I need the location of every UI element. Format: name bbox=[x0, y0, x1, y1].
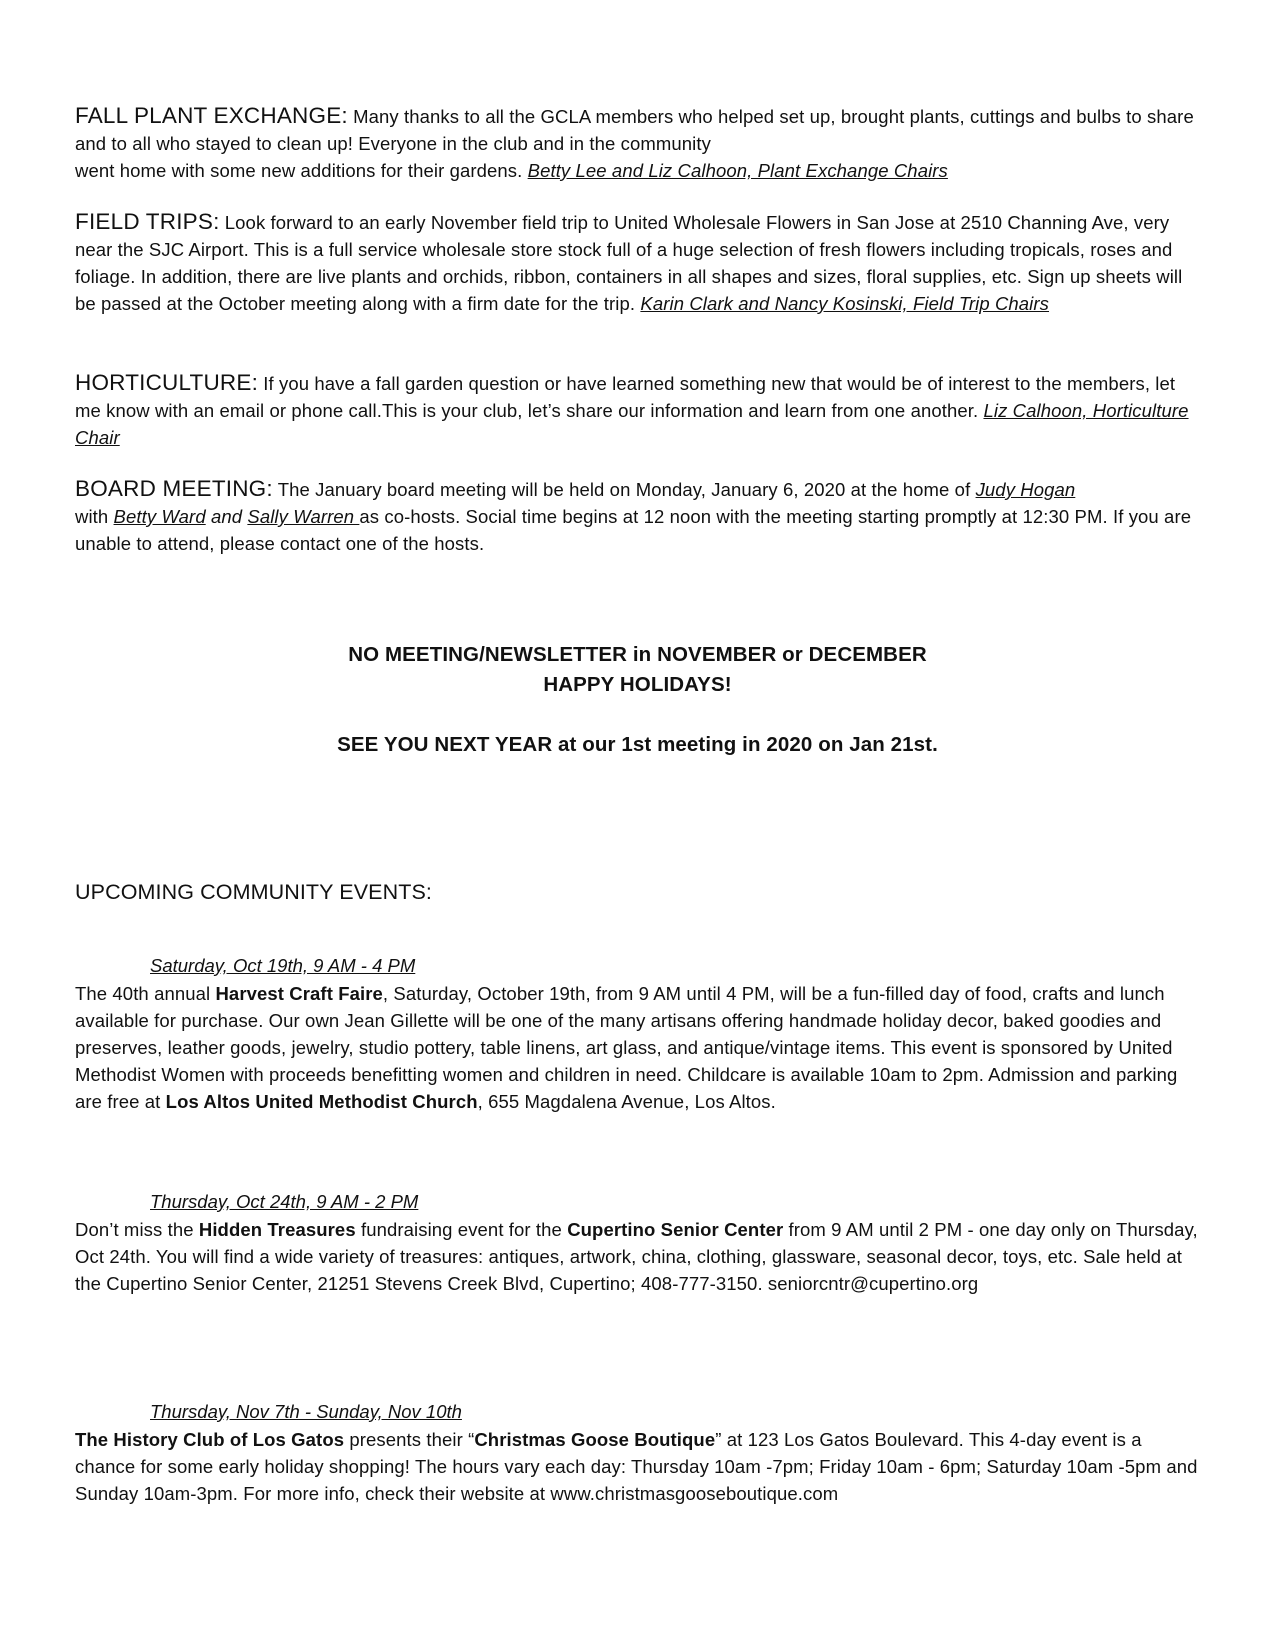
events-heading: UPCOMING COMMUNITY EVENTS: bbox=[75, 880, 432, 904]
fall-heading: FALL PLANT EXCHANGE: bbox=[75, 103, 348, 128]
event-2-paragraph bbox=[75, 1216, 1205, 1297]
event-2-venue: Cupertino Senior Center bbox=[567, 1219, 784, 1240]
event-2-text-1: Don’t miss the bbox=[75, 1219, 199, 1240]
event-3-text-1: presents their “ bbox=[344, 1429, 475, 1450]
board-and: and bbox=[205, 506, 248, 527]
event-3-paragraph bbox=[75, 1426, 1205, 1507]
fall-plant-exchange-section bbox=[75, 102, 1205, 184]
event-3-text-2: ” at 123 Los Gatos Boulevard. This 4-day event is a chance for some early holiday shopping! The hours vary each day: Thursday 10am -7pm; Friday 10am - 6pm; Saturday 10am -5pm and Sunday 10am-3pm. For more info, check their website at www.christmasgooseboutique.com bbox=[75, 1429, 1198, 1504]
event-1-text-1: The 40th annual bbox=[75, 983, 216, 1004]
fall-body: Many thanks to all the GCLA members who helped set up, brought plants, cuttings and bulbs to share and to all who stayed to clean up! Everyone in the club and in the community bbox=[75, 106, 1194, 154]
fall-chairs: Betty Lee and Liz Calhoon, Plant Exchange Chairs bbox=[527, 160, 948, 181]
event-1-name: Harvest Craft Faire bbox=[215, 983, 383, 1004]
notice-line-2: HAPPY HOLIDAYS! bbox=[543, 673, 732, 696]
event-2-text-3: from 9 AM until 2 PM - one day only on Thursday, Oct 24th. You will find a wide variety of treasures: antiques, artwork, china, clothing, glassware, seasonal decor, toys, etc. Sale held at the Cupertino Senior Center, 21251 Stevens Creek Blvd, Cupertino; 408-777-3150. seniorcntr@cupertino.org bbox=[75, 1219, 1198, 1294]
event-2-date: Thursday, Oct 24th, 9 AM - 2 PM bbox=[150, 1191, 419, 1212]
field-heading: FIELD TRIPS: bbox=[75, 209, 220, 234]
event-3-description bbox=[75, 1426, 1205, 1507]
event-1-text-2: , Saturday, October 19th, from 9 AM until 4 PM, will be a fun-filled day of food, crafts and lunch available for purchase. Our own Jean Gillette will be one of the many artisans offering handmade holiday decor, baked goodies and preserves, leather goods, jewelry, studio pottery, table linens, art glass, and antique/vintage items. This event is sponsored by United Methodist Women with proceeds benefitting women and children in need. Childcare is available 10am to 2pm. Admission and parking are free at bbox=[75, 983, 1178, 1112]
event-1-date: Saturday, Oct 19th, 9 AM - 4 PM bbox=[150, 955, 416, 976]
board-body-1: The January board meeting will be held on Monday, January 6, 2020 at the home of bbox=[272, 479, 976, 500]
board-host-3: Sally Warren bbox=[247, 506, 360, 527]
event-3-name: Christmas Goose Boutique bbox=[474, 1429, 716, 1450]
hort-heading: HORTICULTURE: bbox=[75, 370, 259, 395]
event-1-description bbox=[75, 980, 1205, 1115]
event-1-text-3: , 655 Magdalena Avenue, Los Altos. bbox=[477, 1091, 776, 1112]
field-paragraph bbox=[75, 208, 1205, 317]
board-meeting-section bbox=[75, 475, 1205, 557]
board-host-2: Betty Ward bbox=[113, 506, 206, 527]
fall-paragraph bbox=[75, 102, 1205, 157]
fall-paragraph-2 bbox=[75, 157, 1205, 184]
notice-line-3: SEE YOU NEXT YEAR at our 1st meeting in 2020 on Jan 21st. bbox=[337, 733, 938, 756]
event-3-host: The History Club of Los Gatos bbox=[75, 1429, 345, 1450]
board-with: with bbox=[75, 506, 114, 527]
event-2-text-2: fundraising event for the bbox=[355, 1219, 568, 1240]
event-1-venue: Los Altos United Methodist Church bbox=[165, 1091, 478, 1112]
hort-paragraph bbox=[75, 369, 1205, 451]
board-host-1: Judy Hogan bbox=[975, 479, 1076, 500]
field-body: Look forward to an early November field trip to United Wholesale Flowers in San Jose at 2510 Channing Ave, very near the SJC Airport. This is a full service wholesale store stock full of a huge selection of fresh flowers including tropicals, roses and foliage. In addition, there are live plants and orchids, ribbon, containers in all shapes and sizes, floral supplies, etc. Sign up sheets will be passed at the October meeting along with a firm date for the trip. bbox=[75, 212, 1183, 314]
field-chairs: Karin Clark and Nancy Kosinski, Field Trip Chairs bbox=[640, 293, 1050, 314]
horticulture-section bbox=[75, 369, 1205, 451]
fall-body-2: went home with some new additions for their gardens. bbox=[75, 160, 528, 181]
event-2-name: Hidden Treasures bbox=[198, 1219, 356, 1240]
board-paragraph bbox=[75, 475, 1205, 557]
event-1-paragraph bbox=[75, 980, 1205, 1115]
hort-body: If you have a fall garden question or have learned something new that would be of interest to the members, let me know with an email or phone call.This is your club, let’s share our information and learn from one another. bbox=[75, 373, 1176, 421]
board-heading: BOARD MEETING: bbox=[75, 476, 273, 501]
hort-chair: Liz Calhoon, Horticulture Chair bbox=[75, 400, 1189, 448]
event-2-description bbox=[75, 1216, 1205, 1297]
event-3-date: Thursday, Nov 7th - Sunday, Nov 10th bbox=[150, 1401, 462, 1422]
notice-line-1: NO MEETING/NEWSLETTER in NOVEMBER or DECEMBER bbox=[348, 643, 927, 666]
board-body-2: as co-hosts. Social time begins at 12 noon with the meeting starting promptly at 12:30 PM. If you are unable to attend, please contact one of the hosts. bbox=[75, 506, 1192, 554]
field-trips-section bbox=[75, 208, 1205, 317]
